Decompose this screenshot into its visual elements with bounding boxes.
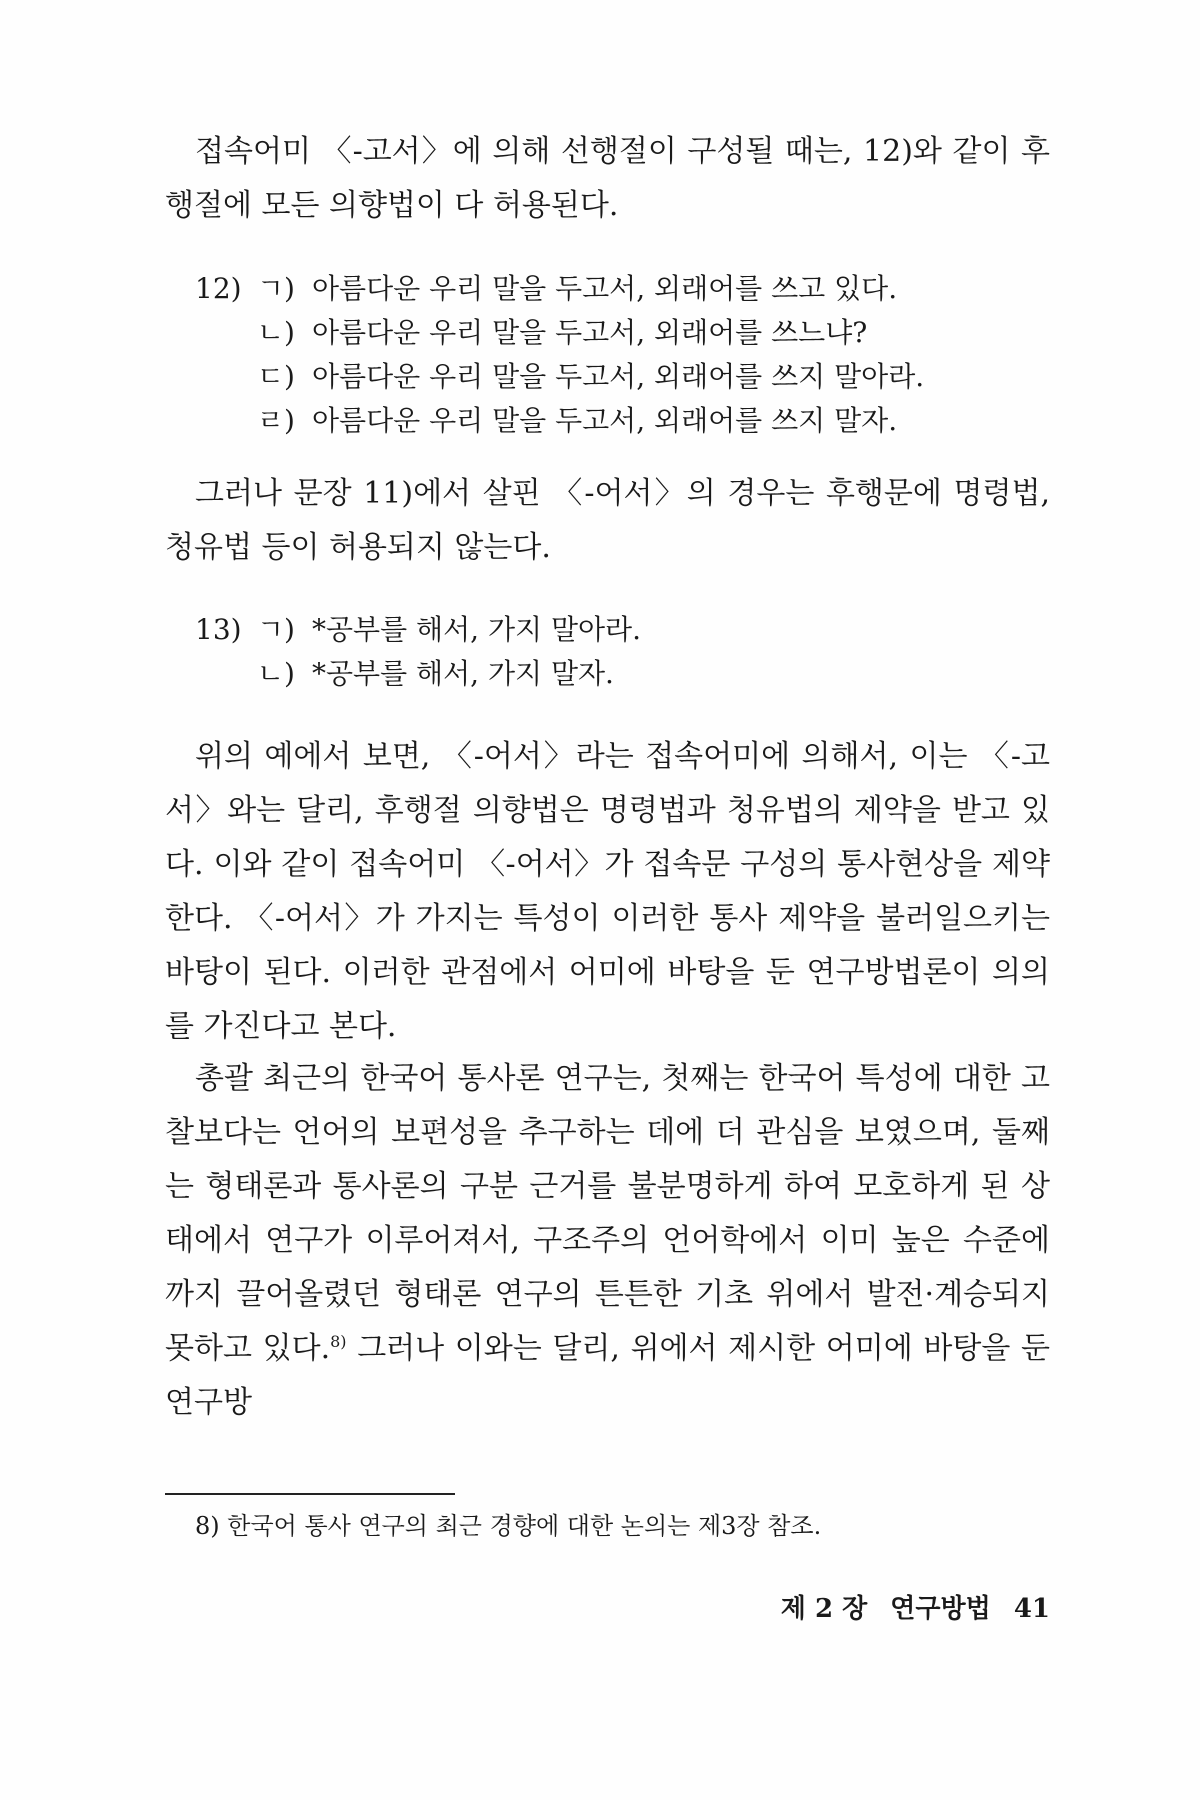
example-mark: ㄴ) xyxy=(257,657,295,690)
paragraph-4-continuation: 그러나 이와는 달리, 위에서 제시한 어미에 바탕을 둔 연구방 xyxy=(165,1331,1050,1420)
footer-chapter: 제 2 장 xyxy=(780,1594,868,1624)
paragraph-3-text: 위의 예에서 보면, 〈-어서〉라는 접속어미에 의해서, 이는 〈-고서〉와는 달리, 후행절 의향법은 명령법과 청유법의 제약을 받고 있다. 이와 같이 접속어미 〈-어서〉가 접속문 구성의 통사현상을 제약한다. 〈-어서〉가 가지는 특성이 이러한 통사 제약을 불러일으키는 바탕이 된다. 이러한 관점에서 어미에 바탕을 둔 연구방법론이 의의를 가진다고 본다. xyxy=(165,739,1050,1044)
example-13-line-2 xyxy=(195,652,641,696)
example-12-line-3 xyxy=(195,355,924,399)
example-text: *공부를 해서, 가지 말자. xyxy=(312,657,614,690)
example-13-line-1 xyxy=(195,608,641,652)
footnote-8: 8) 한국어 통사 연구의 최근 경향에 대한 논의는 제3장 참조. xyxy=(195,1512,822,1540)
example-mark: ㄷ) xyxy=(257,360,295,393)
paragraph-4 xyxy=(165,1052,1050,1430)
example-mark: ㄱ) xyxy=(257,613,295,646)
example-text: 아름다운 우리 말을 두고서, 외래어를 쓰느냐? xyxy=(312,316,868,349)
example-13 xyxy=(195,608,641,696)
example-mark: ㄹ) xyxy=(257,404,295,437)
example-12-line-1 xyxy=(195,267,924,311)
example-text: 아름다운 우리 말을 두고서, 외래어를 쓰지 말자. xyxy=(312,404,898,437)
example-mark: ㄱ) xyxy=(257,272,295,305)
example-mark: ㄴ) xyxy=(257,316,295,349)
example-number: 12) xyxy=(195,272,242,305)
example-text: 아름다운 우리 말을 두고서, 외래어를 쓰지 말아라. xyxy=(312,360,925,393)
example-12-line-4 xyxy=(195,399,924,443)
example-12-line-2 xyxy=(195,311,924,355)
footer-section: 연구방법 xyxy=(890,1594,991,1624)
paragraph-4-text: 총괄 최근의 한국어 통사론 연구는, 첫째는 한국어 특성에 대한 고찰보다는 언어의 보편성을 추구하는 데에 더 관심을 보였으며, 둘째는 형태론과 통사론의 구분 근거를 불분명하게 하여 모호하게 된 상태에서 연구가 이루어져서, 구조주의 언어학에서 이미 높은 수준에까지 끌어올렸던 형태론 연구의 튼튼한 기초 위에서 발전·계승되지 못하고 있다. xyxy=(165,1061,1050,1366)
paragraph-1-text: 접속어미 〈-고서〉에 의해 선행절이 구성될 때는, 12)와 같이 후행절에 모든 의향법이 다 허용된다. xyxy=(165,134,1050,223)
paragraph-3 xyxy=(165,730,1050,1054)
paragraph-2-text: 그러나 문장 11)에서 살핀 〈-어서〉의 경우는 후행문에 명령법, 청유법 등이 허용되지 않는다. xyxy=(165,476,1050,565)
running-footer xyxy=(767,1588,1050,1625)
example-text: 아름다운 우리 말을 두고서, 외래어를 쓰고 있다. xyxy=(312,272,898,305)
page-number: 41 xyxy=(1013,1594,1050,1624)
footnote-divider xyxy=(165,1493,455,1495)
paragraph-1 xyxy=(165,125,1050,233)
paragraph-2 xyxy=(165,467,1050,575)
footnote-reference: 8) xyxy=(330,1332,347,1351)
example-number: 13) xyxy=(195,613,242,646)
example-text: *공부를 해서, 가지 말아라. xyxy=(312,613,641,646)
example-12 xyxy=(195,267,924,443)
